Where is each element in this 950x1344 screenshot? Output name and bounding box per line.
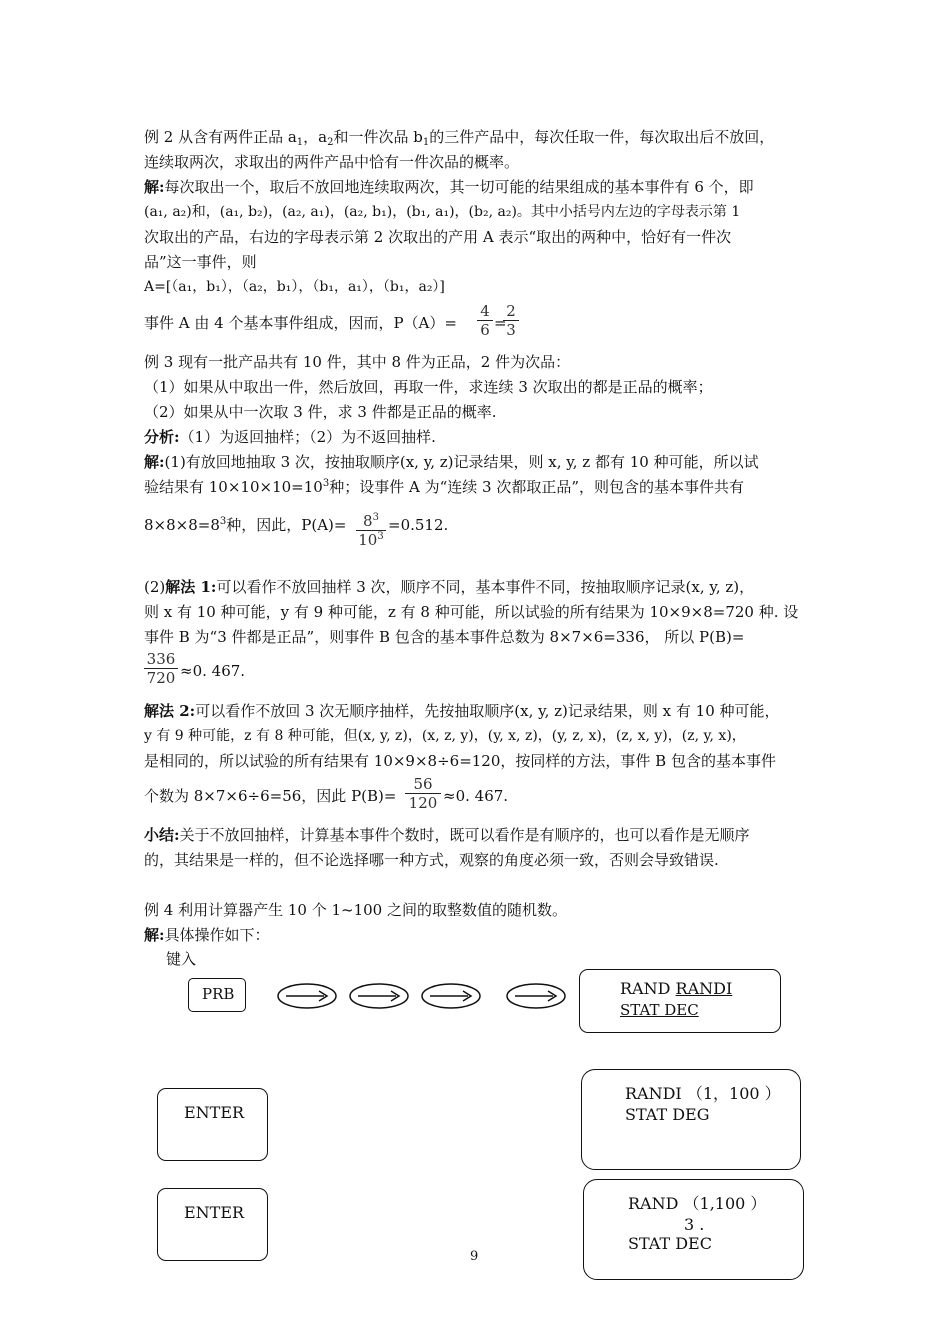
prb-key-label: PRB <box>202 985 235 1003</box>
ex2-question-line1: 例 2 从含有两件正品 $a_1$，$a_2$和一件次品 $b_1$的三件产品中，每次任取一件，每次取出后不放回， <box>144 128 775 148</box>
ex3-fraction-336-720: $\frac{336}{720}$ <box>144 650 178 687</box>
enter-key-1-label: ENTER <box>184 1103 245 1122</box>
screen1-line2: STAT DEC <box>620 1001 699 1019</box>
ex2-solution-line3: 次取出的产品，右边的字母表示第 2 次取出的产用 A 表示“取出的两种中，恰好有一件次 <box>144 228 732 246</box>
screen3-line1: RAND （1,100 ） <box>628 1194 767 1213</box>
ex3-fraction-56-120: $\frac{56}{120}$ <box>405 775 441 812</box>
ex3-method2-result: ≈0. 467. <box>443 787 509 805</box>
calculator-screen-1 <box>579 969 781 1033</box>
ex3-solution-line2: 验结果有 $10\times 10\times 10=10^3$种；设事件 A 为“连续 3 次都取正品”，则包含的基本事件共有 <box>144 478 744 496</box>
screen2-line1: RANDI （1，100 ） <box>625 1084 781 1103</box>
calculator-screen-2 <box>581 1069 801 1170</box>
page-number: 9 <box>470 1249 479 1264</box>
ex2-equals: = <box>494 314 507 332</box>
ex3-fraction-8-cubed: $\frac{8^3}{10^3}$ <box>356 512 386 549</box>
ex3-method1-result: ≈0. 467. <box>180 662 246 680</box>
ex3-question-1: （1）如果从中取出一件，然后放回，再取一件，求连续 3 次取出的都是正品的概率； <box>144 378 713 396</box>
ex3-title: 例 3 现有一批产品共有 10 件，其中 8 件为正品，2 件为次品： <box>144 353 571 371</box>
enter-key-1 <box>157 1088 268 1161</box>
ex2-probability-text: 事件 A 由 4 个基本事件组成，因而，P（A）= <box>144 314 457 332</box>
ex3-solution-line1: 解:(1)有放回地抽取 3 次，按抽取顺序(x, y, z)记录结果，则 x, y, z 都有 10 种可能，所以试 <box>144 453 759 471</box>
right-arrow-key-1 <box>276 982 338 1010</box>
screen2-line2: STAT DEG <box>625 1105 710 1124</box>
ex3-method2-line2: y 有 9 种可能，z 有 8 种可能，但(x, y, z)，(x, z, y)，(y, x, z)，(y, z, x)，(z, x, y)，(z, y, x)， <box>144 728 746 744</box>
ex3-method2-line3: 是相同的，所以试验的所有结果有 10×9×8÷6=120，按同样的方法，事件 B 包含的基本事件 <box>144 752 776 770</box>
ex3-solution-line3: $8\times 8\times 8=8^3$种，因此，P(A)= <box>144 516 347 534</box>
enter-key-2-label: ENTER <box>184 1203 245 1222</box>
ex3-analysis: 分析:（1）为返回抽样；（2）为不返回抽样. <box>144 428 436 446</box>
screen1-line1: RAND RANDI <box>620 979 733 998</box>
enter-key-2 <box>157 1188 268 1261</box>
ex2-solution-line4: 品”这一事件，则 <box>144 253 257 271</box>
ex3-method2-line1: 解法 2:可以看作不放回 3 次无顺序抽样，先按抽取顺序(x, y, z)记录结果，则 x 有 10 种可能， <box>144 702 780 720</box>
calculator-screen-3 <box>583 1179 804 1280</box>
ex3-method1-line2: 则 x 有 10 种可能，y 有 9 种可能，z 有 8 种可能，所以试验的所有结果为 10×9×8=720 种. 设 <box>144 603 799 621</box>
ex2-solution-line1: 解:每次取出一个，取后不放回地连续取两次，其一切可能的结果组成的基本事件有 6 个，即 <box>144 178 754 196</box>
prb-key <box>188 978 246 1012</box>
ex3-question-2: （2）如果从中一次取 3 件，求 3 件都是正品的概率. <box>144 403 497 421</box>
ex3-method1-line3: 事件 B 为“3 件都是正品”，则事件 B 包含的基本事件总数为 8×7×6=336， 所以 P(B)= <box>144 628 745 646</box>
ex3-method1-line1: (2)解法 1:可以看作不放回抽样 3 次，顺序不同，基本事件不同，按抽取顺序记录(x, y, z)， <box>144 578 755 596</box>
right-arrow-key-3 <box>420 982 482 1010</box>
ex4-title: 例 4 利用计算器产生 10 个 1~100 之间的取整数值的随机数。 <box>144 901 567 919</box>
ex4-key-in-label: 键入 <box>166 950 197 968</box>
ex3-method2-line4: 个数为 8×7×6÷6=56，因此 P(B)= <box>144 787 397 805</box>
screen3-line3: STAT DEC <box>628 1234 712 1253</box>
ex2-question-line2: 连续取两次，求取出的两件产品中恰有一件次品的概率。 <box>144 153 520 171</box>
ex3-summary-line2: 的，其结果是一样的，但不论选择哪一种方式，观察的角度必须一致，否则会导致错误. <box>144 851 719 869</box>
ex2-fraction-4-6: $\frac{4}{6}$ <box>477 302 493 339</box>
screen3-line2: 3 . <box>684 1215 705 1234</box>
ex2-set-a: A=[（a₁，b₁），（a₂，b₁），（b₁，a₁），（b₁，a₂）] <box>144 279 445 295</box>
ex3-summary-line1: 小结:关于不放回抽样，计算基本事件个数时，既可以看作是有顺序的，也可以看作是无顺序 <box>144 826 750 844</box>
ex2-fraction-2-3: $\frac{2}{3}$ <box>503 302 519 339</box>
right-arrow-key-2 <box>348 982 410 1010</box>
ex2-solution-line2: (a₁, a₂)和，(a₁, b₂)，(a₂, a₁)，(a₂, b₁)，(b₁, a₁)，(b₂, a₂)。其中小括号内左边的字母表示第 1 <box>144 204 741 220</box>
right-arrow-key-4 <box>505 982 567 1010</box>
ex3-result-a: =0.512. <box>388 516 449 534</box>
ex4-solution: 解:具体操作如下： <box>144 926 270 944</box>
